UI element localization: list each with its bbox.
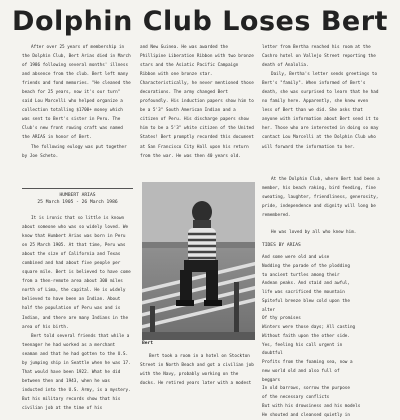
poem-line: But with his drowsiness and his models xyxy=(262,403,392,412)
poem-line: Nodding the parade of the plodding xyxy=(262,263,392,272)
poem-line: to ancient turtles among their xyxy=(262,272,392,281)
eulogy-name: HUMBERT ARIAS xyxy=(22,193,133,198)
paragraph: After over 25 years of membership in the Dolphin Club, Bert Arias died in March of 1986 following several months' illness and absence from the club. Bert left many friends and fond memories. "He cleaned the beach for 25 years, now it's our turn" said Lou Marcelli who helped organize a collection totalling $1700+ money which was sent to Bert's sister in Peru. The Club's new front rowing craft was named the ARIAS in honor of Bert. xyxy=(22,43,133,143)
poem-line: Andean peaks. And staid and awful, xyxy=(262,280,392,289)
headline: Dolphin Club Loses Bert xyxy=(0,6,400,37)
poem-line: new world old and also full of xyxy=(262,368,392,377)
article-column-2b xyxy=(140,352,255,388)
poem-line: of the necessary conflicts xyxy=(262,394,392,403)
article-column-3 xyxy=(262,43,380,152)
poem-line: Profits from the foaming sea, now a xyxy=(262,359,392,368)
poem-line: Without faith upon the other side. xyxy=(262,333,392,342)
poem-line: Spiteful breeze blew cold upon the xyxy=(262,298,392,307)
bert-photo xyxy=(142,182,255,340)
paragraph: and New Guinea. He was awarded the Phillipine Liberation Ribbon with two bronze stars and the Asiatic Pacific Campaign Ribbon with one bronze star. Characteristically, he never mentioned those decorations. The army changed Bert profoundly. His induction papers show him to be a 5'3" South American Indian and a citizen of Peru. His discharge papers show him to be a 5'3" white citizen of the United States! Bert promptly recorded this document at San Francisco City Hall upon his return from the war. He was then 40 years old. xyxy=(140,43,255,161)
poem-line: doubtful xyxy=(262,350,392,359)
poem-line: beggars xyxy=(262,377,392,386)
poem-line: In old barrows, sorrow the purpose xyxy=(262,385,392,394)
paragraph: Bert took a room in a hotel on Stockton Street in North Beach and got a civilian job with the Navy, probably working on the docks. He retired years later with a modest xyxy=(140,352,255,388)
divider xyxy=(22,188,133,189)
poem-line: Yes, feeling his call urgent in xyxy=(262,342,392,351)
paragraph: At the Dolphin Club, where Bert had been a member, his beach raking, bird feeding, fine sweating, laughter, friendliness, generosity, pride, independence and dignity will long be remembered. xyxy=(262,175,380,220)
poem-line: life was sacrificed the mountain xyxy=(262,289,392,298)
article-column-1b xyxy=(22,214,133,413)
poem-title: TIDES BY ARIAS xyxy=(262,243,380,248)
eulogy-dates: 25 March 1905 - 26 March 1986 xyxy=(22,200,133,205)
article-column-3b xyxy=(262,175,380,237)
paragraph: It is ironic that so little is known about someone who was so widely loved. We know that Humbert Arias was born in Peru on 25 March 1905. At that time, Peru was about the size of California and Texas combined and had about five people per square mile. Bert is believed to have come from a then-remote area about 300 miles north of Lima, the capital. He is widely believed to have been an Indian. About half the population of Peru was and is Indian, and there are many Indians in the area of his birth. xyxy=(22,214,133,332)
poem-line: Winters were those days; All casting xyxy=(262,324,392,333)
paragraph: He was loved by all who knew him. xyxy=(262,228,380,237)
poem-line: And some were old and wise xyxy=(262,254,392,263)
paragraph: The following eulogy was put together by Joe Scheto. xyxy=(22,143,133,161)
poem-line: Of thy promises xyxy=(262,315,392,324)
paragraph: Daily, Bertha's letter sends greetings to Bert's "family". When informed of Bert's death, she was surprised to learn that he had no family here. Apparently, she knew even less of Bert than we did. She asks that anyone with information about Bert send it to her. Those who are interested in doing so may contact Lou Marcelli at the Dolphin Club who will forward the information to her. xyxy=(262,70,380,151)
photo-caption: Bert xyxy=(142,341,153,346)
paragraph: Bert told several friends that while a teenager he had worked as a merchant seaman and that he had gotten to the U.S. by jumping ship in Seattle when he was 17. That would have been 1922. What he did between then and 1943, when he was inducted into the U.S. Army, is a mystery. But his military records show that his civilian job at the time of his xyxy=(22,332,133,413)
paragraph: letter from Bertha reached his room at the Cashro hotel on Vallejo Street reporting the death of Analolia. xyxy=(262,43,380,70)
poem-line: He shouted and cleansed quietly in xyxy=(262,412,392,420)
article-column-1 xyxy=(22,43,133,161)
article-column-2 xyxy=(140,43,255,161)
poem-line: alter xyxy=(262,307,392,316)
poem xyxy=(262,254,392,420)
